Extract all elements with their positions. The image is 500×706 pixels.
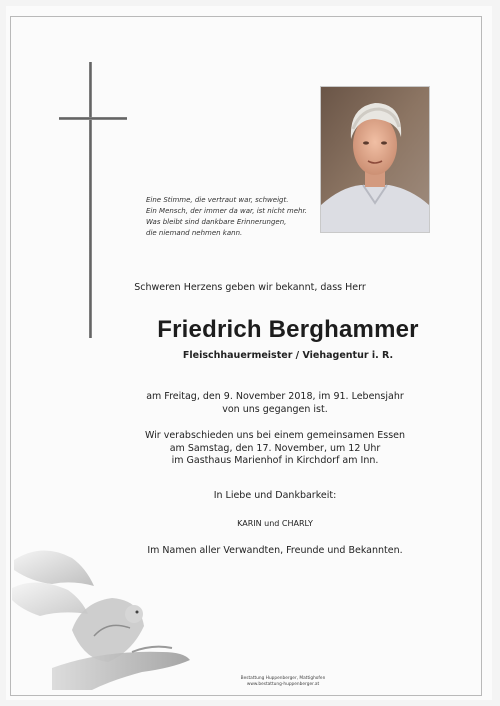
death-date-line: am Freitag, den 9. November 2018, im 91. Lebensjahr	[146, 391, 404, 402]
death-notice	[25, 391, 500, 416]
poem-line: Ein Mensch, der immer da war, ist nicht mehr.	[146, 207, 307, 215]
deceased-name: Friedrich Berghammer	[157, 316, 419, 343]
dove-on-hand-image	[12, 540, 202, 695]
deceased-profession: Fleischhauermeister / Viehagentur i. R.	[182, 350, 394, 361]
farewell-line: Wir verabschieden uns bei einem gemeinsamen Essen	[144, 430, 406, 441]
farewell-notice	[25, 430, 500, 468]
cross-vertical-bar	[89, 62, 92, 338]
funeral-home-name: Bestattung Huppenberger, Mattighofen	[240, 676, 326, 681]
announcement-intro: Schweren Herzens geben wir bekannt, dass Herr	[134, 282, 366, 293]
funeral-home-website: www.bestattung-huppenberger.at	[246, 682, 320, 687]
memorial-poem	[146, 195, 326, 239]
poem-line: Was bleibt sind dankbare Erinnerungen,	[146, 218, 287, 226]
poem-line: Eine Stimme, die vertraut war, schweigt.	[146, 196, 289, 204]
mourners-names: KARIN und CHARLY	[237, 519, 313, 528]
farewell-date-line: am Samstag, den 17. November, um 12 Uhr	[169, 442, 381, 454]
farewell-location-line: im Gasthaus Marienhof in Kirchdorf am Inn.	[171, 455, 379, 466]
cross-horizontal-bar	[59, 117, 127, 120]
portrait-photo	[320, 86, 430, 233]
family-line: Im Namen aller Verwandten, Freunde und Bekannten.	[147, 545, 403, 556]
gratitude-line: In Liebe und Dankbarkeit:	[213, 490, 337, 501]
poem-line: die niemand nehmen kann.	[146, 229, 243, 237]
funeral-home-footer	[228, 676, 338, 688]
death-notice-line: von uns gegangen ist.	[222, 403, 328, 415]
